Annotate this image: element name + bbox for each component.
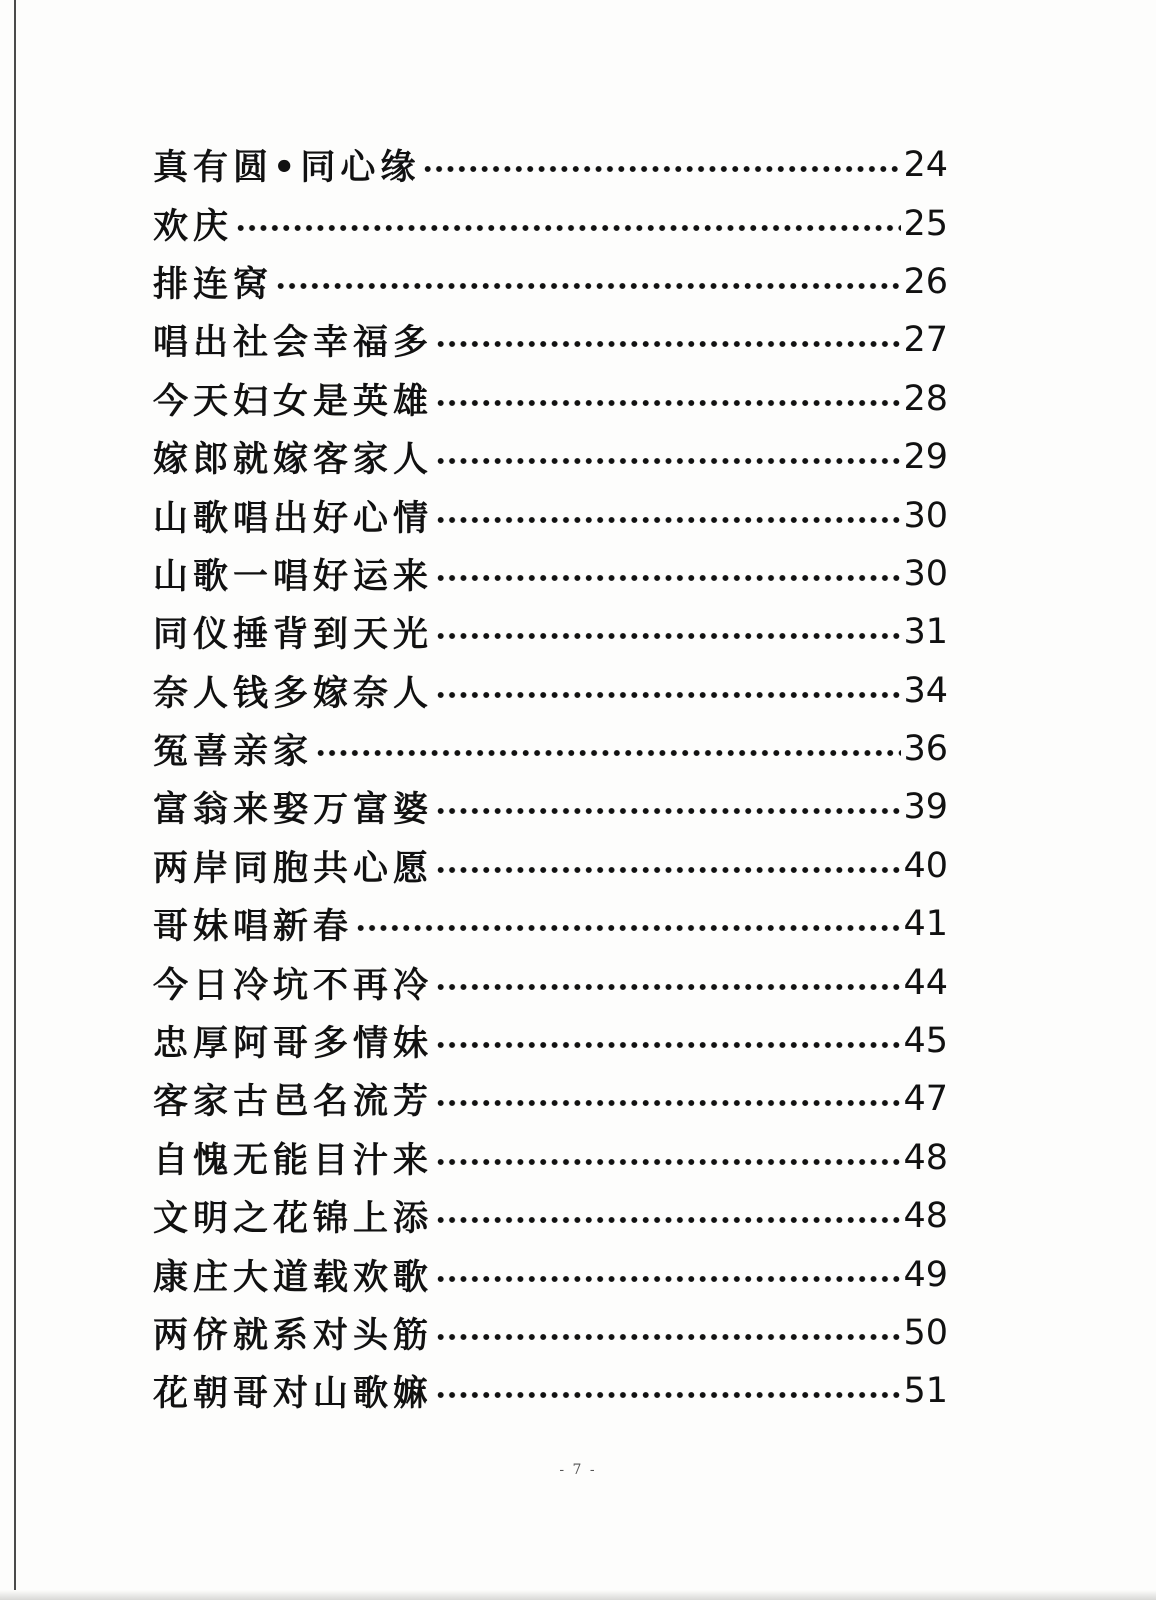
dot-leader [435, 984, 901, 990]
toc-entry-page: 48 [903, 1137, 948, 1178]
dot-leader [315, 750, 901, 756]
toc-entry-page: 51 [903, 1371, 948, 1412]
dot-leader [435, 575, 901, 581]
dot-leader [422, 166, 901, 172]
toc-entry-page: 47 [903, 1079, 948, 1120]
toc-entry-title: 两岸同胞共心愿 [153, 847, 434, 889]
toc-entry-title: 冤喜亲家 [153, 731, 314, 773]
toc-entry-page: 25 [903, 203, 948, 244]
toc-entry[interactable] [153, 953, 948, 1011]
toc-entry-title: 真有圆•同心缘 [153, 147, 421, 189]
toc-entry[interactable] [153, 662, 948, 720]
toc-entry[interactable] [153, 486, 948, 544]
toc-entry[interactable] [153, 778, 948, 836]
dot-leader [235, 225, 901, 231]
toc-entry[interactable] [153, 545, 948, 603]
toc-entry-page: 27 [903, 320, 948, 361]
dot-leader [435, 517, 901, 523]
dot-leader [435, 400, 901, 406]
toc-entry-title: 唱出社会幸福多 [153, 322, 434, 364]
toc-entry-page: 30 [903, 553, 948, 594]
toc-entry-title: 嫁郎就嫁客家人 [153, 439, 434, 481]
toc-entry-title: 康庄大道载欢歌 [153, 1256, 434, 1298]
dot-leader [435, 1159, 901, 1165]
dot-leader [435, 867, 901, 873]
toc-entry[interactable] [153, 1070, 948, 1128]
toc-entry[interactable] [153, 720, 948, 778]
toc-entry-title: 客家古邑名流芳 [153, 1081, 434, 1123]
toc-entry-page: 41 [903, 904, 948, 945]
toc-entry-page: 48 [903, 1196, 948, 1237]
toc-entry-page: 36 [903, 729, 948, 770]
page-edge-shadow [14, 0, 16, 1600]
toc-entry-page: 49 [903, 1254, 948, 1295]
toc-entry[interactable] [153, 428, 948, 486]
table-of-contents [153, 136, 948, 1421]
toc-entry-page: 28 [903, 378, 948, 419]
toc-entry-title: 今天妇女是英雄 [153, 380, 434, 422]
toc-entry-title: 花朝哥对山歌嫲 [153, 1373, 434, 1415]
dot-leader [435, 1392, 901, 1398]
dot-leader [275, 283, 901, 289]
toc-entry-title: 山歌一唱好运来 [153, 555, 434, 597]
toc-entry[interactable] [153, 837, 948, 895]
toc-entry[interactable] [153, 1362, 948, 1420]
toc-entry-title: 今日冷坑不再冷 [153, 964, 434, 1006]
toc-entry-title: 忠厚阿哥多情妹 [153, 1023, 434, 1065]
toc-entry-page: 31 [903, 612, 948, 653]
toc-entry[interactable] [153, 1129, 948, 1187]
toc-entry-page: 45 [903, 1021, 948, 1062]
toc-entry[interactable] [153, 194, 948, 252]
toc-entry-page: 29 [903, 437, 948, 478]
dot-leader [435, 1042, 901, 1048]
toc-entry[interactable] [153, 1245, 948, 1303]
toc-entry-page: 30 [903, 495, 948, 536]
dot-leader [435, 692, 901, 698]
toc-entry-title: 文明之花锦上添 [153, 1198, 434, 1240]
toc-entry-page: 39 [903, 787, 948, 828]
toc-entry[interactable] [153, 603, 948, 661]
dot-leader [435, 1276, 901, 1282]
toc-entry-title: 两侪就系对头筋 [153, 1315, 434, 1356]
dot-leader [435, 1334, 901, 1340]
toc-entry-page: 44 [903, 962, 948, 1003]
toc-entry-title: 山歌唱出好心情 [153, 497, 434, 539]
toc-entry[interactable] [153, 136, 948, 194]
page-bottom-shadow [0, 1590, 1156, 1600]
toc-entry-page: 26 [903, 261, 948, 302]
toc-entry[interactable] [153, 1187, 948, 1245]
toc-entry-title: 奈人钱多嫁奈人 [153, 672, 434, 714]
toc-entry-title: 自愧无能目汁来 [153, 1139, 434, 1181]
toc-entry-title: 欢庆 [153, 205, 234, 247]
toc-entry-page: 40 [903, 845, 948, 886]
toc-entry-title: 排连窝 [153, 263, 274, 305]
toc-entry-page: 34 [903, 670, 948, 711]
dot-leader [435, 458, 901, 464]
toc-entry[interactable] [153, 253, 948, 311]
page-number-footer: - 7 - [559, 1462, 597, 1478]
toc-entry-page: 24 [903, 145, 948, 186]
toc-entry[interactable] [153, 1012, 948, 1070]
toc-entry[interactable] [153, 895, 948, 953]
toc-entry-title: 富翁来娶万富婆 [153, 789, 434, 831]
dot-leader [435, 341, 901, 347]
dot-leader [435, 808, 901, 814]
toc-entry-page: 50 [903, 1313, 948, 1353]
toc-entry[interactable] [153, 311, 948, 369]
toc-entry-title: 同仪捶背到天光 [153, 614, 434, 656]
toc-entry[interactable] [153, 370, 948, 428]
toc-entry-title: 哥妹唱新春 [153, 906, 354, 948]
dot-leader [435, 633, 901, 639]
dot-leader [435, 1217, 901, 1223]
toc-entry[interactable] [153, 1304, 948, 1362]
dot-leader [355, 925, 901, 931]
dot-leader [435, 1100, 901, 1106]
